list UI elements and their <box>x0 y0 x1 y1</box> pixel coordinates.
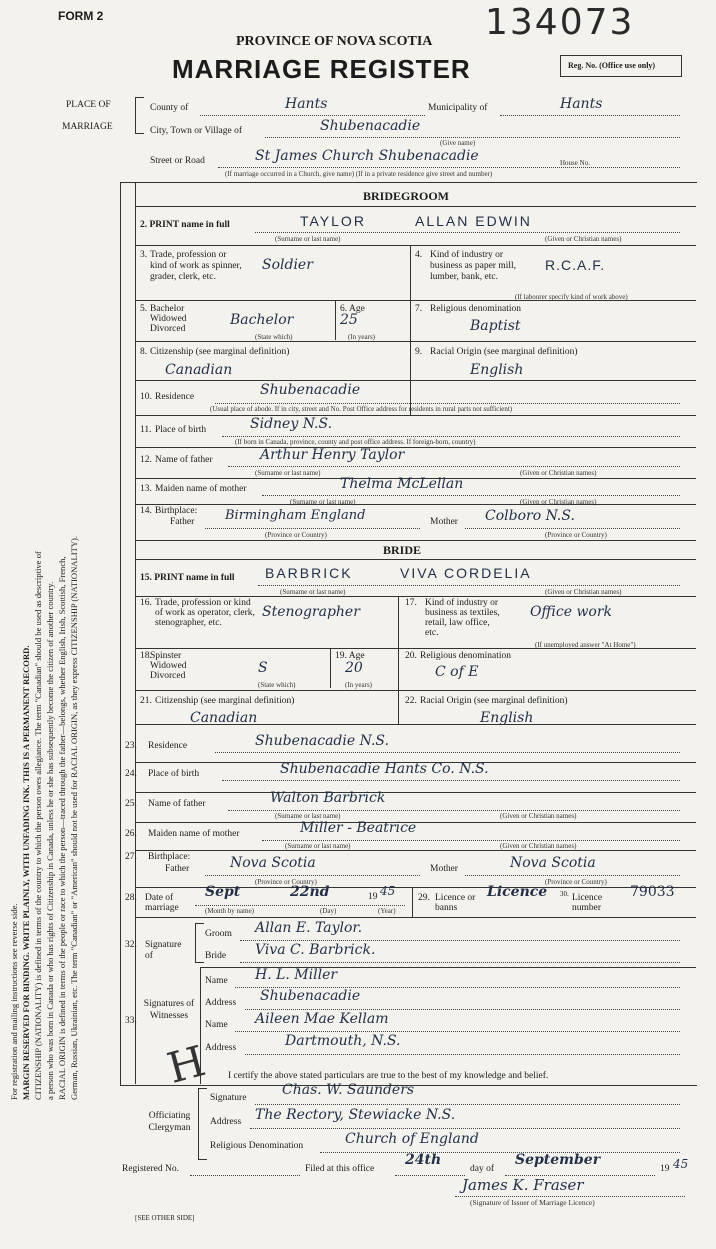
rule-52 <box>395 1175 465 1176</box>
f32-num: 32. <box>125 940 137 950</box>
bride-father-hint2: (Given or Christian names) <box>500 812 577 820</box>
groom-f3-label: Trade, profession or kind of work as spinner, grader, clerk, etc. <box>150 250 242 282</box>
bride-f26-num: 26. <box>125 829 137 839</box>
municipality-label: Municipality of <box>428 103 488 113</box>
groom-state-which: (State which) <box>255 333 293 341</box>
rule-35 <box>195 905 405 906</box>
registration-number: 134073 <box>485 2 635 43</box>
house-no-label: House No. <box>560 159 590 167</box>
issuer-label: (Signature of Issuer of Marriage Licence) <box>470 1198 595 1207</box>
bride-f18-label: Spinster Widowed Divorced <box>150 651 187 681</box>
bride-f27-hint2: (Province or Country) <box>545 878 607 886</box>
groom-f10-label: Residence <box>155 392 195 402</box>
bride-column-divider <box>398 596 399 724</box>
licence-or-banns: Licence <box>487 884 548 900</box>
bride-f21-num: 21. <box>140 696 152 706</box>
rule-32 <box>205 875 420 876</box>
see-other-side: [SEE OTHER SIDE] <box>135 1214 195 1222</box>
groom-mother-birthplace: Colboro N.S. <box>485 508 575 524</box>
bride-age: 20 <box>345 660 363 676</box>
city-line <box>265 137 680 138</box>
bride-f22-label: Racial Origin (see marginal definition) <box>420 696 568 706</box>
rule-17 <box>135 559 696 560</box>
f28-num: 28. <box>125 893 137 903</box>
groom-given-hint: (Given or Christian names) <box>545 235 622 243</box>
bride-f25-num: 25. <box>125 799 137 809</box>
certify-text: I certify the above stated particulars are true to the best of my knowledge and belief. <box>228 1071 549 1081</box>
groom-f8-num: 8. <box>140 347 148 357</box>
w1-addr-label: Address <box>205 998 237 1008</box>
street-hint: (If marriage occurred in a Church, give name) (If in a private residence give street and number) <box>225 170 493 178</box>
rule-1 <box>135 245 696 246</box>
bride-f20-num: 20. <box>405 651 417 661</box>
groom-mother-hint2: (Given or Christian names) <box>520 498 597 506</box>
rule-16 <box>135 540 696 541</box>
bride-f27-num: 27. <box>125 852 137 862</box>
day-of-label: day of <box>470 1164 495 1174</box>
rule-3 <box>335 300 336 340</box>
witness1-address: Shubenacadie <box>260 988 361 1004</box>
margin-line-6: German, Russian, Ukrainian, etc. The term "Canadian" or "American" should not be used for RACIAL ORIGIN, as they express CITIZENSHIP (NATIONALITY). <box>69 535 79 1100</box>
w2-addr-label: Address <box>205 1043 237 1053</box>
bride-father-hint1: (Surname or last name) <box>275 812 341 820</box>
street-line <box>218 167 680 168</box>
rule-24 <box>215 752 680 753</box>
groom-birthplace: Sidney N.S. <box>250 416 333 432</box>
bride-f16-num: 16. <box>140 598 152 608</box>
f30-label: Licence number <box>572 893 603 913</box>
filed-day: 24th <box>405 1152 442 1168</box>
bride-f27-label2: Father <box>165 864 190 874</box>
bride-surname: BARBRICK <box>265 565 353 581</box>
groom-racial-origin: English <box>470 362 524 378</box>
clergy-denomination: Church of England <box>345 1131 479 1147</box>
issuer-signature: James K. Fraser <box>462 1176 584 1194</box>
bride-f23-label: Residence <box>148 741 188 751</box>
bride-f19-label: 19. Age <box>335 651 365 661</box>
groom-rule <box>135 206 696 207</box>
groom-industry: R.C.A.F. <box>545 257 606 273</box>
county-label: County of <box>150 103 189 113</box>
margin-line-5: RACIAL ORIGIN is defined in terms of the people or race to which the person—traced through the father—belongs, whether English, Irish, Scottish, French, <box>57 556 67 1100</box>
bride-f17-hint: (If unemployed answer "At Home") <box>535 641 636 649</box>
bride-signature: Viva C. Barbrick. <box>255 942 376 958</box>
rule-51 <box>190 1175 300 1176</box>
groom-f6-label: 6. Age <box>340 304 365 314</box>
city-value: Shubenacadie <box>320 118 421 134</box>
bride-citizenship: Canadian <box>190 710 258 726</box>
rule-30 <box>262 840 680 841</box>
groom-religion: Baptist <box>470 318 521 334</box>
witness1-name: H. L. Miller <box>255 967 338 983</box>
bride-industry: Office work <box>530 604 613 620</box>
f29-num: 29. <box>418 893 430 903</box>
bride-f20-label: Religious denomination <box>420 651 512 661</box>
filed-month: September <box>515 1152 601 1168</box>
groom-age: 25 <box>340 312 358 328</box>
bride-racial-origin: English <box>480 710 534 726</box>
rule-48 <box>255 1104 680 1105</box>
bride-f17-label: Kind of industry or business as textiles, retail, law office, etc. <box>425 598 500 638</box>
groom-sig-label: Groom <box>205 929 232 939</box>
bridegroom-heading: BRIDEGROOM <box>363 189 450 203</box>
margin-line-2: MARGIN RESERVED FOR BINDING. WRITE PLAINLY, WITH UNFADING INK. THIS IS A PERMANENT RECORD. <box>21 645 31 1100</box>
f29-label: Licence or banns <box>435 893 476 913</box>
marriage-month: Sept <box>205 884 241 900</box>
bride-heading: BRIDE <box>383 543 422 557</box>
f30-num: 30. <box>560 890 569 898</box>
groom-f4-label: Kind of industry or business as paper mill, lumber, bank, etc. <box>430 250 517 282</box>
rule-12 <box>262 495 680 496</box>
county-line <box>200 115 425 116</box>
rule-8 <box>222 436 680 437</box>
street-label: Street or Road <box>150 156 205 166</box>
groom-f14-num: 14. <box>140 506 152 516</box>
rule-26 <box>222 780 680 781</box>
marriage-year-hint: (Year) <box>378 907 396 915</box>
rule-13 <box>135 504 696 505</box>
rule-36 <box>412 887 413 917</box>
bride-f17-num: 17. <box>405 598 417 608</box>
bride-f27-hint1: (Province or Country) <box>255 878 317 886</box>
rule-54 <box>455 1196 685 1197</box>
rule-50 <box>320 1152 680 1153</box>
groom-f12-num: 12. <box>140 455 152 465</box>
bride-mother-birthplace: Nova Scotia <box>510 855 596 871</box>
w2-name-label: Name <box>205 1020 228 1030</box>
groom-f7-num: 7. <box>415 304 423 314</box>
municipality-value: Hants <box>560 96 603 112</box>
groom-f4-hint: (If labourer specify kind of work above) <box>515 293 628 301</box>
bride-residence: Shubenacadie N.S. <box>255 733 389 749</box>
clergy-signature: Chas. W. Saunders <box>282 1082 415 1098</box>
f32-label: Signature of <box>145 940 182 961</box>
rule-46 <box>245 1054 680 1055</box>
bride-in-years: (In years) <box>345 681 373 689</box>
bride-f24-label: Place of birth <box>148 769 200 779</box>
rule-23 <box>135 724 696 725</box>
groom-residence: Shubenacadie <box>260 382 361 398</box>
bride-given-names: VIVA CORDELIA <box>400 565 532 581</box>
bride-father-birthplace: Nova Scotia <box>230 855 316 871</box>
groom-f8-label: Citizenship (see marginal definition) <box>150 347 290 357</box>
bride-f21-label: Citizenship (see marginal definition) <box>155 696 295 706</box>
groom-in-years: (In years) <box>348 333 376 341</box>
marriage-year-prefix: 19 <box>368 892 378 902</box>
clergy-address: The Rectory, Stewiacke N.S. <box>255 1107 456 1123</box>
rule-44 <box>245 1009 680 1010</box>
groom-f5-num: 5. <box>140 304 148 314</box>
groom-f9-label: Racial Origin (see marginal definition) <box>430 347 578 357</box>
margin-line-4: a person who was born in Canada or who has rights of Citizenship in Canada, unless he or she has subsequently become the citizen of another country. <box>45 581 55 1100</box>
groom-f12-label: Name of father <box>155 455 213 465</box>
rule-27 <box>135 792 696 793</box>
municipality-line <box>500 115 680 116</box>
bride-mother: Miller - Beatrice <box>300 820 417 836</box>
groom-mother-hint1: (Surname or last name) <box>290 498 356 506</box>
groom-name-line <box>255 232 680 233</box>
rule-37 <box>135 917 696 918</box>
groom-f2-label <box>140 220 230 231</box>
rule-28 <box>228 810 680 811</box>
groom-column-divider <box>410 245 411 415</box>
bride-surname-hint: (Surname or last name) <box>280 588 346 596</box>
groom-f2-text: 2. PRINT name in full <box>140 220 230 230</box>
groom-surname-hint: (Surname or last name) <box>275 235 341 243</box>
rule-21 <box>330 648 331 688</box>
bride-f26-label: Maiden name of mother <box>148 829 240 839</box>
rule-31 <box>135 850 696 851</box>
bride-birthplace: Shubenacadie Hants Co. N.S. <box>280 761 489 777</box>
marriage-day: 22nd <box>290 884 330 900</box>
rule-18 <box>258 585 680 586</box>
bride-f22-num: 22. <box>405 696 417 706</box>
rule-5 <box>135 380 696 381</box>
filed-year-prefix: 19 <box>660 1164 670 1174</box>
rule-10 <box>228 466 680 467</box>
groom-f11-label: Place of birth <box>155 425 207 435</box>
rule-20 <box>135 648 696 649</box>
groom-father-hint2: (Given or Christian names) <box>520 469 597 477</box>
rule-7 <box>135 415 696 416</box>
f33-num: 33. <box>125 1016 137 1026</box>
filed-label: Filed at this office <box>305 1164 375 1174</box>
clergy-sig-label: Signature <box>210 1093 247 1103</box>
bride-f16-label: Trade, profession or kind of work as operator, clerk, stenographer, etc. <box>155 598 255 628</box>
bride-state-which: (State which) <box>258 681 296 689</box>
rule-9 <box>135 447 696 448</box>
groom-f4-num: 4. <box>415 250 423 260</box>
groom-status: Bachelor <box>230 312 294 328</box>
groom-surname: TAYLOR <box>300 213 366 229</box>
f28-label: Date of marriage <box>145 893 179 913</box>
groom-signature: Allan E. Taylor. <box>255 920 363 936</box>
bride-father: Walton Barbrick <box>270 790 386 806</box>
form-number: FORM 2 <box>58 9 104 23</box>
reg-office-label: Reg. No. (Office use only) <box>568 61 656 70</box>
bride-f24-num: 24. <box>125 769 137 779</box>
groom-f13-label: Maiden name of mother <box>155 484 247 494</box>
rule-14 <box>205 528 420 529</box>
bride-f15-label <box>140 573 235 584</box>
marriage-year: 45 <box>380 884 396 898</box>
groom-f14-hint2: (Province or Country) <box>545 531 607 539</box>
f33-label: Signatures of Witnesses <box>143 999 195 1021</box>
bride-status: S <box>258 660 268 676</box>
county-value: Hants <box>285 96 328 112</box>
groom-f3-num: 3. <box>140 250 148 260</box>
margin-line-1: For registration and mailing instructions see reverse side. <box>9 903 19 1100</box>
groom-father-birthplace: Birmingham England <box>225 508 366 523</box>
rule-45 <box>235 1031 680 1032</box>
registered-no-label: Registered No. <box>122 1164 179 1174</box>
rule-39 <box>240 940 680 941</box>
clergy-denomination-label: Religious Denomination <box>210 1141 304 1151</box>
marriage-day-hint: (Day) <box>320 907 337 915</box>
city-label: City, Town or Village of <box>150 126 242 136</box>
rule-33 <box>465 875 680 876</box>
groom-birthplace-hint: (If born in Canada, province, county and post office address. If foreign-born, country) <box>235 438 476 446</box>
place-of-label: PLACE OF <box>66 100 111 110</box>
rule-22 <box>135 690 696 691</box>
witness2-name: Aileen Mae Kellam <box>255 1011 389 1027</box>
street-value: St James Church Shubenacadie <box>255 148 479 164</box>
rule-47 <box>198 1088 207 1160</box>
marriage-label: MARRIAGE <box>62 122 113 132</box>
bride-f23-num: 23. <box>125 741 137 751</box>
rule-4 <box>135 341 696 342</box>
margin-line-3: CITIZENSHIP (NATIONALITY) is defined in terms of the country to which the person owes allegiance. The term "Canadian" should be used as descriptive of <box>33 551 43 1100</box>
groom-mother-bp-label: Mother <box>430 517 458 527</box>
marriage-month-hint: (Month by name) <box>205 907 254 915</box>
groom-f5-label: Bachelor Widowed Divorced <box>150 304 187 334</box>
bride-given-hint: (Given or Christian names) <box>545 588 622 596</box>
rule-49 <box>250 1128 680 1129</box>
groom-f9-num: 9. <box>415 347 423 357</box>
give-name-hint: (Give name) <box>440 139 476 147</box>
groom-mother: Thelma McLellan <box>340 476 464 492</box>
place-bracket <box>135 97 144 134</box>
bride-f25-label: Name of father <box>148 799 206 809</box>
groom-f7-label: Religious denomination <box>430 304 522 314</box>
form-title: MARRIAGE REGISTER <box>172 54 471 84</box>
groom-f10-num: 10. <box>140 392 152 402</box>
rule-40 <box>240 962 680 963</box>
bride-trade: Stenographer <box>262 604 360 620</box>
filed-year: 45 <box>673 1157 689 1171</box>
margin-check-mark: H <box>162 1036 211 1093</box>
rule-6 <box>215 403 680 404</box>
groom-residence-hint: (Usual place of abode. If in city, street and No. Post Office address for residents in rural parts not sufficient) <box>210 405 513 413</box>
bride-f15-text: 15. PRINT name in full <box>140 573 235 583</box>
rule-38 <box>195 923 204 963</box>
licence-number: 79033 <box>630 884 675 900</box>
clergy-addr-label: Address <box>210 1117 242 1127</box>
groom-f11-num: 11. <box>140 425 152 435</box>
province-heading: PROVINCE OF NOVA SCOTIA <box>236 34 433 49</box>
rule-2 <box>135 300 696 301</box>
groom-f14-label1: Birthplace: <box>155 506 198 516</box>
groom-f14-label2: Father <box>170 517 195 527</box>
witness2-address: Dartmouth, N.S. <box>285 1033 401 1049</box>
bride-mother-hint1: (Surname or last name) <box>285 842 351 850</box>
groom-trade: Soldier <box>262 257 313 273</box>
groom-f13-num: 13. <box>140 484 152 494</box>
bride-f27-label1: Birthplace: <box>148 852 191 862</box>
margin-instructions <box>8 536 80 1100</box>
groom-father: Arthur Henry Taylor <box>260 447 405 463</box>
groom-given-names: ALLAN EDWIN <box>415 213 532 229</box>
w1-name-label: Name <box>205 976 228 986</box>
reg-office-box <box>560 55 682 77</box>
officiating-clergyman-label: Officiating Clergyman <box>148 1111 191 1133</box>
bride-f18-num: 18. <box>140 651 152 661</box>
bride-religion: C of E <box>435 664 479 680</box>
bride-sig-label: Bride <box>205 951 227 961</box>
groom-f14-hint1: (Province or Country) <box>265 531 327 539</box>
bride-mother-bp-label: Mother <box>430 864 458 874</box>
groom-citizenship: Canadian <box>165 362 233 378</box>
groom-father-hint1: (Surname or last name) <box>255 469 321 477</box>
bride-mother-hint2: (Given or Christian names) <box>500 842 577 850</box>
rule-19 <box>135 596 696 597</box>
rule-15 <box>465 528 680 529</box>
